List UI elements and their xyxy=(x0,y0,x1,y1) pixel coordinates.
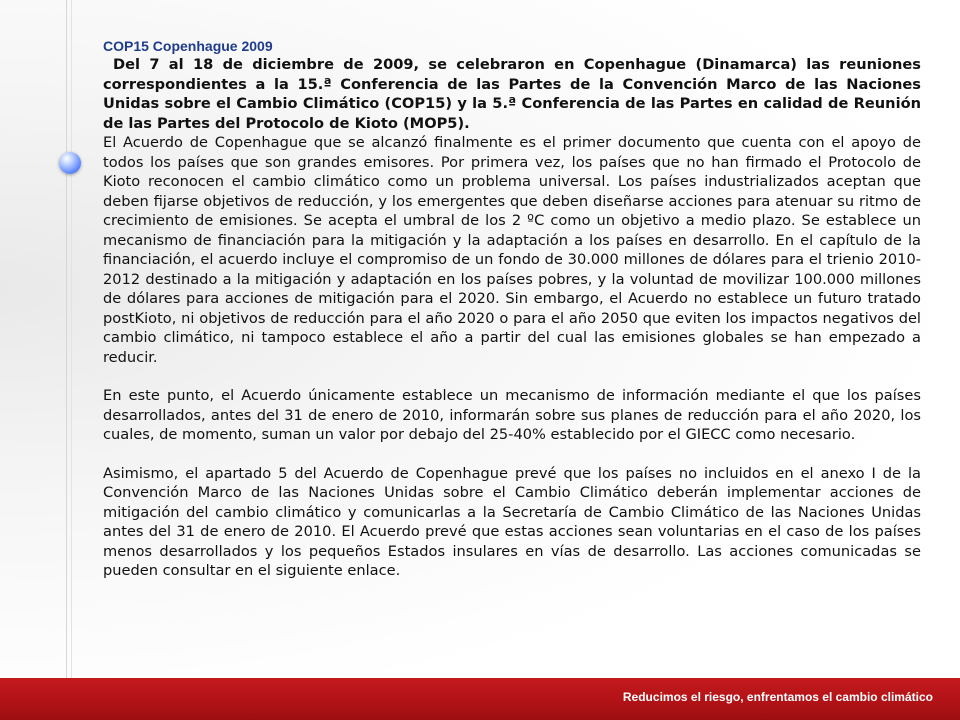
body-paragraph-3: Asimismo, el apartado 5 del Acuerdo de Copenhague prevé que los países no incluidos en el anexo I de la Convención Marco de las Naciones Unidas sobre el Cambio Climático deberán implementar acciones de mitigación del cambio climático y comunicarlas a la Secretaría de Cambio Climático de las Naciones Unidas antes del 31 de enero de 2010. El Acuerdo prevé que estas acciones sean voluntarias en el caso de los países menos desarrollados y los pequeños Estados insulares en vías de desarrollo. Las acciones comunicadas se pueden consultar en el siguiente enlace. xyxy=(103,464,921,579)
slide-content xyxy=(103,37,921,581)
decorative-vertical-line xyxy=(66,0,67,680)
blue-bullet-dot-icon xyxy=(59,152,81,174)
slide-title: COP15 Copenhague 2009 xyxy=(103,38,273,54)
body-paragraph-1: El Acuerdo de Copenhague que se alcanzó finalmente es el primer documento que cuenta con el apoyo de todos los países que son grandes emisores. Por primera vez, los países que no han firmado el Protocolo de Kioto reconocen el cambio climático como un problema universal. Los países industrializados aceptan que deben fijarse objetivos de reducción, y los emergentes que deben diseñarse acciones para atenuar su ritmo de crecimiento de emisiones. Se acepta el umbral de los 2 ºC como un objetivo a medio plazo. Se establece un mecanismo de financiación para la mitigación y la adaptación a los países en desarrollo. En el capítulo de la financiación, el acuerdo incluye el compromiso de un fondo de 30.000 millones de dólares para el trienio 2010-2012 destinado a la mitigación y adaptación en los países pobres, y la voluntad de movilizar 100.000 millones de dólares para acciones de mitigación para el 2020. Sin embargo, el Acuerdo no establece un futuro tratado postKioto, ni objetivos de reducción para el año 2020 o para el año 2050 que eviten los impactos negativos del cambio climático, ni tampoco establece el año a partir del cual las emisiones globales se han empezado a reducir. xyxy=(103,134,921,366)
paragraph-spacer xyxy=(103,445,921,464)
footer-bar xyxy=(0,678,960,720)
decorative-vertical-line-secondary xyxy=(71,0,72,680)
lead-paragraph: Del 7 al 18 de diciembre de 2009, se celebraron en Copenhague (Dinamarca) las reuniones correspondientes a la 15.ª Conferencia de las Partes de la Convención Marco de las Naciones Unidas sobre el Cambio Climático (COP15) y la 5.ª Conferencia de las Partes en calidad de Reunión de las Partes del Protocolo de Kioto (MOP5). xyxy=(103,56,921,132)
paragraph-spacer xyxy=(103,367,921,386)
footer-tagline: Reducimos el riesgo, enfrentamos el cambio climático xyxy=(622,690,933,704)
body-paragraph-2: En este punto, el Acuerdo únicamente establece un mecanismo de información mediante el que los países desarrollados, antes del 31 de enero de 2010, informarán sobre sus planes de reducción para el año 2020, los cuales, de momento, suman un valor por debajo del 25-40% establecido por el GIECC como necesario. xyxy=(103,387,921,443)
